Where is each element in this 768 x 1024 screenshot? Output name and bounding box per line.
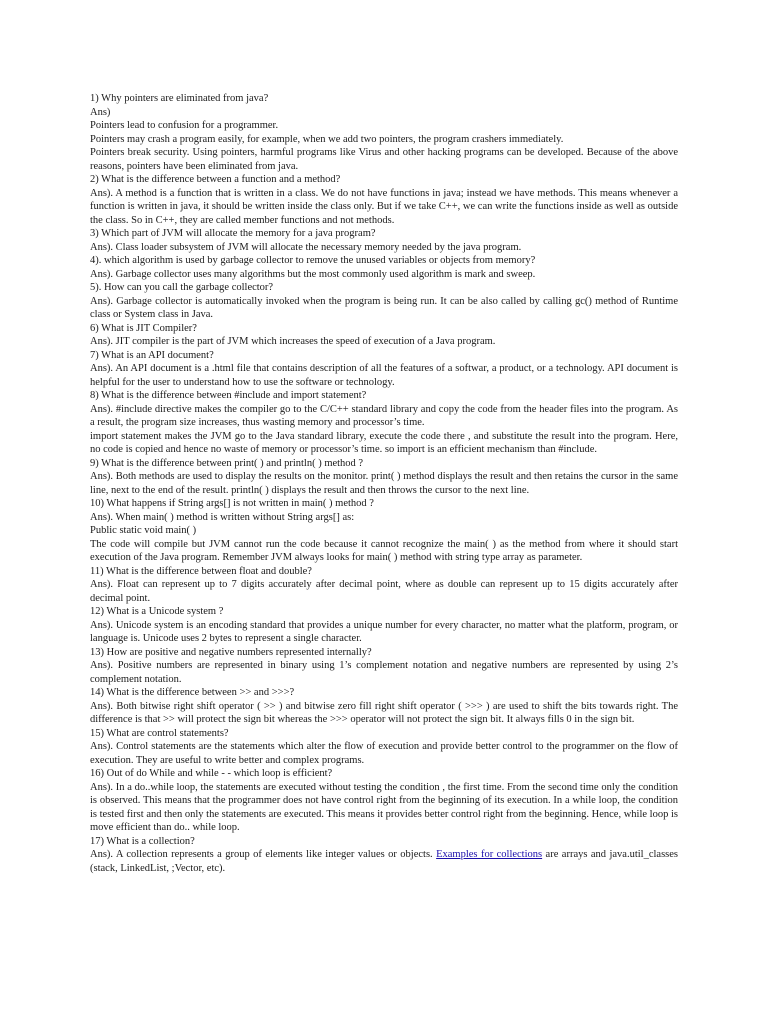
answer-11: Ans). Float can represent up to 7 digits accurately after decimal point, where as double can represent up to 15 digits accurately after decimal point.: [90, 579, 678, 604]
question-8: 8) What is the difference between #include and import statement?: [90, 390, 367, 401]
answer-4: Ans). Garbage collector uses many algorithms but the most commonly used algorithm is mark and sweep.: [90, 268, 536, 280]
answer-17: [90, 848, 678, 875]
answer-8-part-2: import statement makes the JVM go to the Java standard library, execute the code there , and substitute the result into the program. Here, no code is copied and hence no waste of memory or processor’s time. so import is an efficient mechanism than #include.: [90, 430, 678, 455]
document-page: [90, 92, 678, 875]
answer-12: Ans). Unicode system is an encoding standard that provides a unique number for every character, no matter what the platform, program, or language is. Unicode uses 2 bytes to represent a single character.: [90, 619, 678, 644]
question-15: 15) What are control statements?: [90, 727, 229, 739]
answer-2: Ans). A method is a function that is written in a class. We do not have functions in java; instead we have methods. This means whenever a function is written in java, it should be written inside the class only. But if we take C++, we can write the functions inside as well as outside the class. So in C++, they are called member functions and not methods.: [90, 187, 678, 226]
answer-10-line-2: The code will compile but JVM cannot run the code because it cannot recognize the main( ) as the method from where it should start execution of the Java program. Remember JVM always looks for main( ) method with string type array as parameter.: [90, 538, 678, 563]
answer-9: Ans). Both methods are used to display the results on the monitor. print( ) method displays the result and then retains the cursor in the same line, next to the end of the result. println( ) displays the result and then throws the cursor to the next line.: [90, 471, 678, 496]
answer-15: Ans). Control statements are the statements which alter the flow of execution and provide better control to the programmer on the flow of execution. They are useful to write better and complex programs.: [90, 741, 678, 766]
answer-10-code: Public static void main( ): [90, 525, 197, 536]
answer-5: Ans). Garbage collector is automatically invoked when the program is being run. It can be also called by calling gc() method of Runtime class or System class in Java.: [90, 295, 678, 320]
answer-1-line-1: Pointers lead to confusion for a programmer.: [90, 120, 279, 131]
answer-1-line-3: Pointers break security. Using pointers, harmful programs like Virus and other hacking programs can be developed. Because of the above reasons, pointers have been eliminated from java.: [90, 147, 678, 172]
question-7: 7) What is an API document?: [90, 349, 214, 361]
question-4: 4). which algorithm is used by garbage collector to remove the unused variables or objects from memory?: [90, 255, 536, 266]
answer-7: Ans). An API document is a .html file that contains description of all the features of a softwar, a product, or a technology. API document is helpful for the user to understand how to use the software or technology.: [90, 363, 678, 388]
question-5: 5). How can you call the garbage collector?: [90, 282, 274, 293]
question-10: 10) What happens if String args[] is not written in main( ) method ?: [90, 498, 374, 509]
answer-1-line-2: Pointers may crash a program easily, for example, when we add two pointers, the program crashers immediately.: [90, 133, 564, 145]
question-6: 6) What is JIT Compiler?: [90, 322, 197, 334]
answer-10-line-1: Ans). When main( ) method is written without String args[] as:: [90, 511, 355, 523]
answer-8-part-1: Ans). #include directive makes the compiler go to the C/C++ standard library and copy the code from the header files into the program. As a result, the program size increases, thus wasting memory and processor’s time.: [90, 403, 678, 428]
answer-16: Ans). In a do..while loop, the statements are executed without testing the condition , the first time. From the second time only the condition is observed. This means that the programmer does not have control right from the beginning of its execution. In a while loop, the condition is tested first and then only the statements are executed. This means it provides better control right from the beginning. Hence, while loop is move efficient than do.. while loop.: [90, 781, 678, 833]
question-16: 16) Out of do While and while - - which loop is efficient?: [90, 768, 333, 779]
question-12: 12) What is a Unicode system ?: [90, 606, 224, 617]
question-3: 3) Which part of JVM will allocate the memory for a java program?: [90, 228, 376, 239]
answer-17-text-end: are arrays and java.util_classes (stack, LinkedList, ;Vector, etc).: [90, 849, 678, 874]
answer-17-text-start: Ans). A collection represents a group of elements like integer values or objects.: [90, 849, 433, 860]
question-13: 13) How are positive and negative numbers represented internally?: [90, 646, 372, 658]
answer-13: Ans). Positive numbers are represented in binary using 1’s complement notation and negative numbers are represented by using 2’s complement notation.: [90, 660, 678, 685]
answer-label-1: Ans): [90, 106, 111, 118]
answer-14: Ans). Both bitwise right shift operator ( >> ) and bitwise zero fill right shift operator ( >>> ) are used to shift the bits towards right. The difference is that >> will protect the sign bit whereas the >>> operator will not protect the sign bit. It always fills 0 in the sign bit.: [90, 700, 678, 725]
question-14: 14) What is the difference between >> and >>>?: [90, 687, 295, 698]
question-9: 9) What is the difference between print( ) and println( ) method ?: [90, 457, 364, 469]
examples-for-collections-link[interactable]: Examples for collections: [436, 849, 543, 860]
question-11: 11) What is the difference between float and double?: [90, 565, 312, 577]
question-17: 17) What is a collection?: [90, 835, 195, 847]
question-1: 1) Why pointers are eliminated from java?: [90, 93, 269, 104]
question-2: 2) What is the difference between a function and a method?: [90, 174, 341, 185]
answer-3: Ans). Class loader subsystem of JVM will allocate the necessary memory needed by the java program.: [90, 241, 522, 253]
answer-6: Ans). JIT compiler is the part of JVM which increases the speed of execution of a Java program.: [90, 336, 496, 347]
